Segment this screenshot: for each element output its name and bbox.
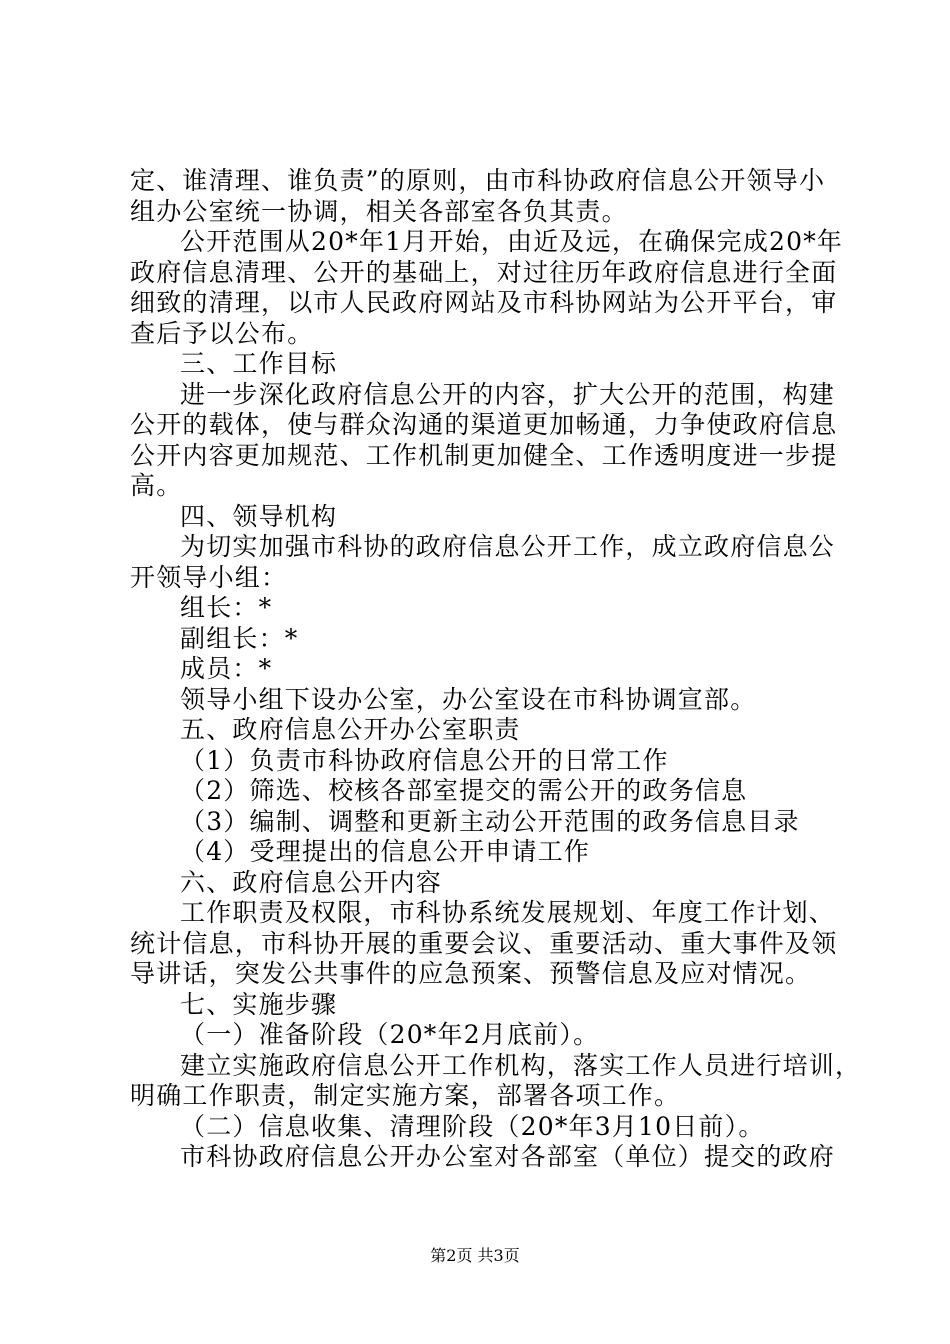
text-line: 细致的清理，以市人民政府网站及市科协网站为公开平台，审 — [130, 288, 838, 317]
text-line: （二）信息收集、清理阶段（20*年3月10日前）。 — [180, 1111, 765, 1141]
text-line: 成员：* — [180, 654, 273, 683]
text-line: 导讲话，突发公共事件的应急预案、预警信息及应对情况。 — [130, 959, 812, 988]
text-line: 组办公室统一协调，相关各部室各负其责。 — [130, 196, 628, 226]
page-footer: 第2页 共3页 — [430, 1246, 520, 1265]
text-line: 四、领导机构 — [180, 501, 338, 531]
text-line: 组长：* — [180, 593, 273, 622]
text-line: 七、实施步骤 — [180, 989, 338, 1019]
text-line: 进一步深化政府信息公开的内容，扩大公开的范围，构建 — [180, 379, 836, 409]
text-line: 公开的载体，使与群众沟通的渠道更加畅通，力争使政府信息 — [130, 410, 838, 439]
text-line: （1）负责市科协政府信息公开的日常工作 — [180, 745, 669, 775]
text-line: 公开范围从20*年1月开始，由近及远，在确保完成20*年 — [180, 227, 844, 256]
text-line: 建立实施政府信息公开工作机构，落实工作人员进行培训， — [180, 1050, 862, 1080]
document-body — [130, 166, 862, 1173]
text-line: 六、政府信息公开内容 — [180, 867, 443, 897]
text-line: 高。 — [130, 471, 183, 500]
text-line: 领导小组下设办公室，办公室设在市科协调宣部。 — [180, 684, 757, 714]
text-line: 统计信息，市科协开展的重要会议、重要活动、重大事件及领 — [130, 928, 838, 958]
text-line: （3）编制、调整和更新主动公开范围的政务信息目录 — [180, 806, 800, 836]
text-line: 为切实加强市科协的政府信息公开工作，成立政府信息公 — [180, 532, 836, 561]
text-line: 政府信息清理、公开的基础上，对过往历年政府信息进行全面 — [130, 257, 838, 287]
text-line: 查后予以公布。 — [130, 318, 314, 348]
text-line: 五、政府信息公开办公室职责 — [180, 715, 521, 744]
text-line: 开领导小组： — [130, 562, 288, 592]
text-line: 市科协政府信息公开办公室对各部室（单位）提交的政府 — [180, 1142, 836, 1171]
text-line: （一）准备阶段（20*年2月底前）。 — [180, 1020, 600, 1049]
text-line: 明确工作职责，制定实施方案，部署各项工作。 — [130, 1081, 681, 1110]
text-line: 定、谁清理、谁负责”的原则，由市科协政府信息公开领导小 — [130, 166, 826, 195]
text-line: （4）受理提出的信息公开申请工作 — [180, 837, 591, 866]
text-line: 副组长：* — [180, 623, 299, 653]
text-line: 三、工作目标 — [180, 349, 338, 378]
text-line: （2）筛选、校核各部室提交的需公开的政务信息 — [180, 776, 748, 805]
text-line: 公开内容更加规范、工作机制更加健全、工作透明度进一步提 — [130, 440, 838, 470]
text-line: 工作职责及权限，市科协系统发展规划、年度工作计划、 — [180, 898, 836, 927]
